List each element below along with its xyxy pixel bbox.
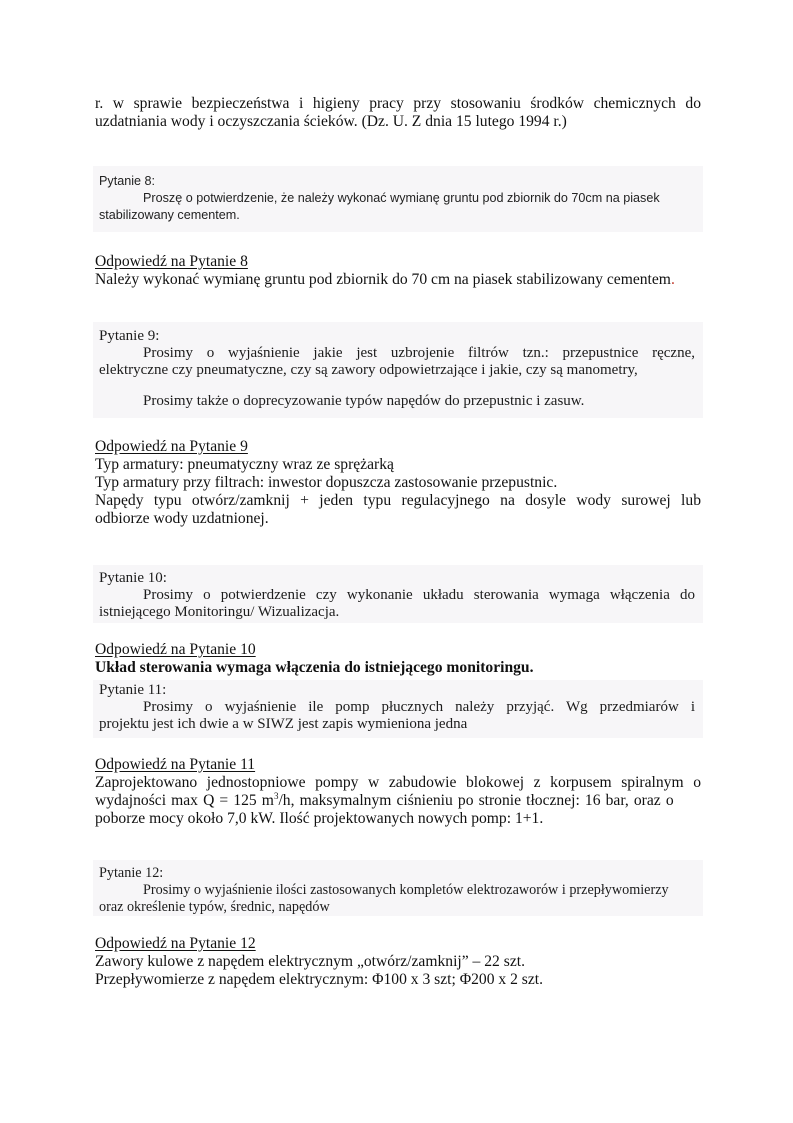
question-8-line-1: Proszę o potwierdzenie, że należy wykonać wymianę gruntu pod zbiornik do 70cm na piasek bbox=[143, 191, 660, 205]
question-9-title: Pytanie 9: bbox=[99, 328, 160, 344]
answer-11-line-2: wydajności max Q = 125 $m^3/h$, maksymalnym ciśnieniu po stronie tłocznej: 16 bar, oraz o bbox=[95, 790, 674, 809]
intro-line-2: uzdatniania wody i oczyszczania ścieków. (Dz. U. Z dnia 15 lutego 1994 r.) bbox=[95, 113, 567, 130]
answer-12-line-1: Zawory kulowe z napędem elektrycznym „otwórz/zamknij” – 22 szt. bbox=[95, 953, 525, 970]
question-12-line-2: oraz określenie typów, średnic, napędów bbox=[99, 899, 330, 915]
question-9-line-3: Prosimy także o doprecyzowanie typów napędów do przepustnic i zasuw. bbox=[143, 393, 585, 409]
intro-paragraph bbox=[95, 95, 701, 131]
answer-9-line-3: Napędy typu otwórz/zamknij + jeden typu regulacyjnego na dosyle wody surowej lub bbox=[95, 492, 701, 509]
question-8-snippet bbox=[93, 166, 703, 232]
answer-10 bbox=[95, 641, 701, 677]
answer-11-heading: Odpowiedź na Pytanie 11 bbox=[95, 756, 256, 773]
answer-8-heading: Odpowiedź na Pytanie 8 bbox=[95, 253, 248, 270]
question-9-snippet bbox=[93, 322, 703, 418]
answer-11 bbox=[95, 756, 701, 828]
answer-12-heading: Odpowiedź na Pytanie 12 bbox=[95, 935, 256, 952]
answer-10-heading: Odpowiedź na Pytanie 10 bbox=[95, 641, 256, 658]
question-10-title: Pytanie 10: bbox=[99, 570, 167, 586]
question-9-line-2: elektryczne czy pneumatyczne, czy są zawory odpowietrzające i jakie, czy są manometry, bbox=[99, 362, 638, 378]
answer-9 bbox=[95, 438, 701, 528]
question-12-title: Pytanie 12: bbox=[99, 865, 164, 881]
question-8-title: Pytanie 8: bbox=[99, 174, 156, 188]
question-8-line-2: stabilizowany cementem. bbox=[99, 208, 240, 222]
question-10-line-1: Prosimy o potwierdzenie czy wykonanie układu sterowania wymaga włączenia do bbox=[143, 587, 695, 603]
question-12-line-1: Prosimy o wyjaśnienie ilości zastosowanych kompletów elektrozaworów i przepływomierzy bbox=[143, 882, 669, 898]
answer-9-line-4: odbiorze wody uzdatnionej. bbox=[95, 510, 269, 527]
answer-9-line-1: Typ armatury: pneumatyczny wraz ze sprężarką bbox=[95, 456, 394, 473]
answer-9-heading: Odpowiedź na Pytanie 9 bbox=[95, 438, 248, 455]
answer-10-line-1: Układ sterowania wymaga włączenia do istniejącego monitoringu. bbox=[95, 659, 534, 676]
question-10-snippet bbox=[93, 565, 703, 623]
answer-11-line-3: poborze mocy około 7,0 kW. Ilość projektowanych nowych pomp: 1+1. bbox=[95, 810, 544, 827]
answer-11-line-1: Zaprojektowano jednostopniowe pompy w zabudowie blokowej z korpusem spiralnym o bbox=[95, 774, 701, 791]
question-12-snippet bbox=[93, 860, 703, 916]
question-11-line-2: projektu jest ich dwie a w SIWZ jest zapis wymieniona jedna bbox=[99, 716, 468, 732]
question-10-line-2: istniejącego Monitoringu/ Wizualizacja. bbox=[99, 604, 340, 620]
answer-9-line-2: Typ armatury przy filtrach: inwestor dopuszcza zastosowanie przepustnic. bbox=[95, 474, 558, 491]
answer-12 bbox=[95, 935, 701, 989]
question-11-title: Pytanie 11: bbox=[99, 682, 167, 698]
question-11-snippet bbox=[93, 680, 703, 738]
answer-8-line-1: Należy wykonać wymianę gruntu pod zbiornik do 70 cm na piasek stabilizowany cementem. bbox=[95, 271, 675, 288]
answer-12-line-2: Przepływomierze z napędem elektrycznym: Φ100 x 3 szt; Φ200 x 2 szt. bbox=[95, 971, 544, 988]
intro-line-1: r. w sprawie bezpieczeństwa i higieny pracy przy stosowaniu środków chemicznych do bbox=[95, 95, 701, 112]
answer-8 bbox=[95, 253, 701, 289]
question-9-line-1: Prosimy o wyjaśnienie jakie jest uzbrojenie filtrów tzn.: przepustnice ręczne, bbox=[143, 345, 695, 361]
question-11-line-1: Prosimy o wyjaśnienie ile pomp płucznych należy przyjąć. Wg przedmiarów i bbox=[143, 699, 695, 715]
